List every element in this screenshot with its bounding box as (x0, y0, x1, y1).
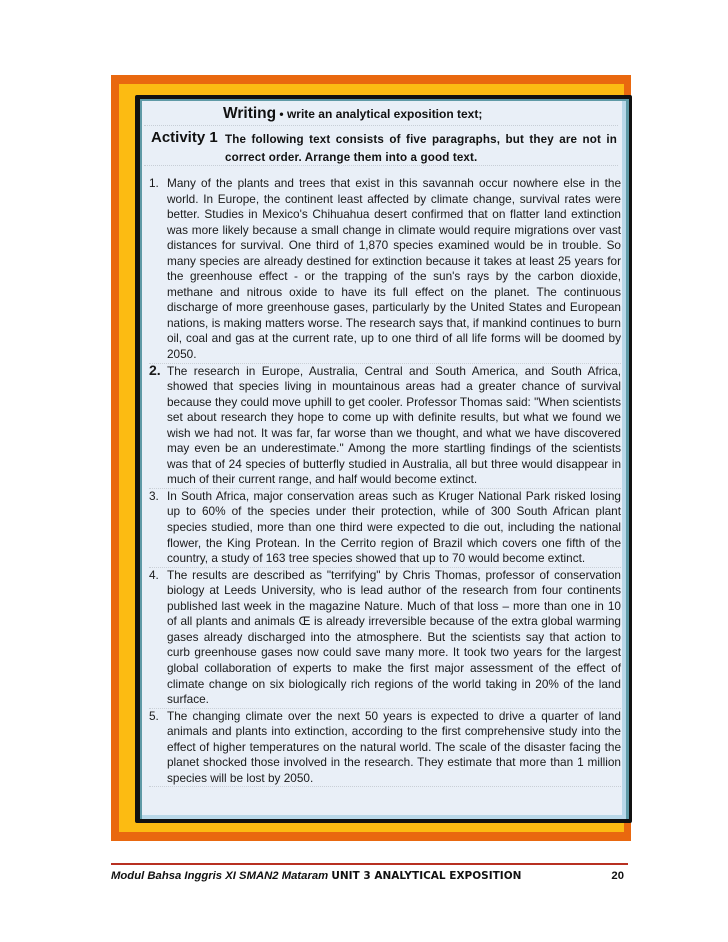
paragraph-text: The results are described as "terrifying" by Chris Thomas, professor of conservation biology at Leeds University, who is lead author of the research from four continents published last week in the magazine Nature. Much of that loss – more than one in 10 of all plants and animals Œ is already irreversible because of the extra global warming gases already discharged into the atmosphere. But the scientists say that action to curb greenhouse gases now could save many more. It took two years for the largest global collaboration of experts to make the first major assessment of the effect of climate change on six biologically rich regions of the world taking in 20% of the land surface. (167, 567, 621, 707)
paragraph-number: 3. (149, 488, 159, 503)
divider (144, 165, 618, 166)
paragraph-text: Many of the plants and trees that exist in this savannah occur nowhere else in the world. In Europe, the continent least affected by climate change, survival rates were better. Studies in Mexico's Chihuahua desert confirmed that on flatter land extinction was more likely because a small change in climate would require migrations over vast distances for survival. One third of 1,870 species examined would be in trouble. So many species are already destined for extinction because it takes at least 25 years for the greenhouse effect - or the trapping of the sun's rays by the carbon dioxide, methane and nitrous oxide to have its full effect on the planet. The continuous discharge of more greenhouse gases, particularly by the United States and European nations, is making matters worse. The research says that, if mankind continues to burn oil, coal and gas at the current rate, up to one third of all life forms will be doomed by 2050. (167, 176, 621, 362)
paragraph-text: The changing climate over the next 50 years is expected to drive a quarter of land animals and plants into extinction, according to the first comprehensive study into the effect of higher temperatures on the natural world. The scale of the disaster facing the planet shocked those involved in the research. They estimate that more than 1 million species will be lost by 2050. (167, 708, 621, 785)
activity-instruction: The following text consists of five paragraphs, but they are not in correct order. Arrange them into a good text. (225, 133, 617, 164)
activity-label: Activity 1 (151, 129, 218, 146)
paragraph-text: The research in Europe, Australia, Central and South America, and South Africa, showed that species living in mountainous areas had a greater chance of survival because they could move uphill to get cooler. Professor Thomas said: "When scientists set about research they hope to come up with definite results, but what we found we wish we had not. It was far, far worse than we thought, and what we have discovered may even be an underestimate." Among the more startling findings of the scientists was that of 24 species of butterfly studied in Australia, all but three would disappear in much of their current range, and half would become extinct. (167, 363, 621, 487)
paragraph-item (149, 568, 621, 709)
footer-module-title: Modul Bahsa Inggris XI SMAN2 Mataram (111, 870, 332, 882)
paragraph-item (149, 709, 621, 788)
paragraph-number: 1. (149, 176, 159, 190)
writing-heading (223, 105, 482, 123)
paragraph-item (149, 361, 621, 489)
footer-unit-title: UNIT 3 ANALYTICAL EXPOSITION (331, 870, 522, 882)
worksheet-panel (142, 101, 626, 819)
paragraph-item (149, 176, 621, 364)
paragraph-number: 4. (149, 567, 159, 582)
paragraph-number: 5. (149, 708, 159, 723)
worksheet-content (142, 101, 622, 815)
footer-rule (111, 863, 628, 865)
page-footer (111, 870, 628, 882)
writing-title: Writing (223, 105, 277, 122)
writing-subtitle: • write an analytical exposition text; (276, 107, 483, 121)
divider (144, 125, 618, 126)
paragraph-list (149, 176, 621, 787)
paragraph-text: In South Africa, major conservation areas such as Kruger National Park risked losing up to 60% of the species under their protection, while of 300 South African plant species studied, more than one third were expected to die out, including the national flower, the King Protean. In the Cerrito region of Brazil which covers one fifth of the country, a study of 163 tree species showed that up to 70 would become extinct. (167, 488, 621, 566)
paragraph-number: 2. (149, 361, 161, 378)
paragraph-item (149, 489, 621, 568)
page-number: 20 (611, 870, 624, 882)
